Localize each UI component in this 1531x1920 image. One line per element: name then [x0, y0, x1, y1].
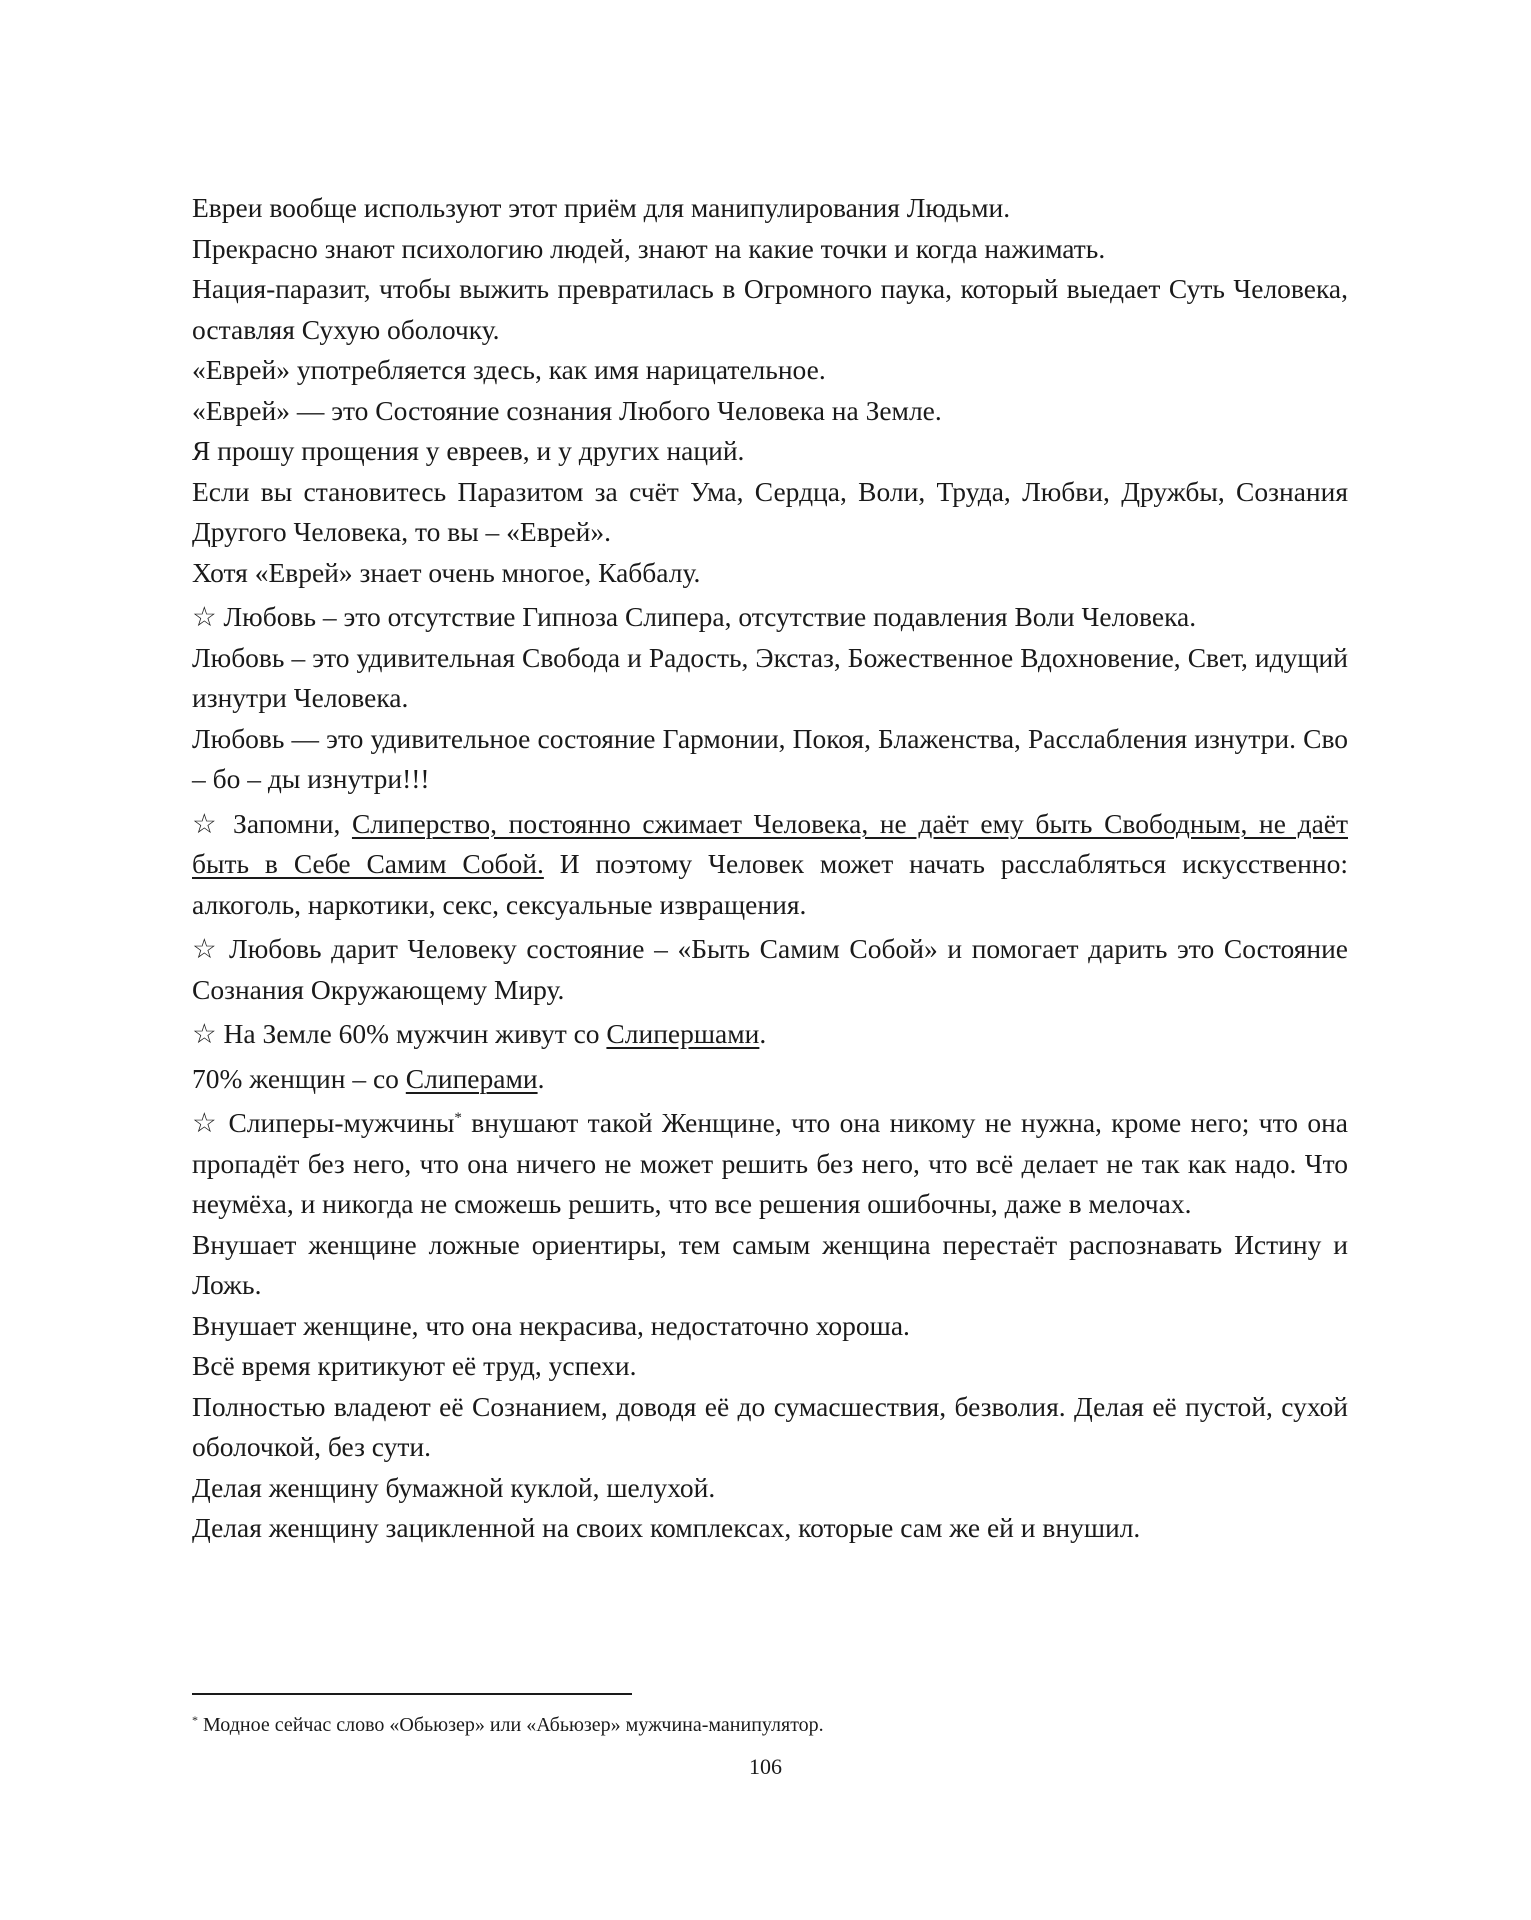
footnote-reference: * [454, 1110, 462, 1126]
paragraph [192, 804, 1348, 926]
body-text [192, 188, 1348, 1549]
paragraph [192, 431, 1348, 472]
text-run: «Еврей» употребляется здесь, как имя нарицательное. [192, 354, 826, 385]
paragraph [192, 472, 1348, 553]
text-run: Полностью владеют её Сознанием, доводя её до сумасшествия, безволия. Делая её пустой, сухой оболочкой, без сути. [192, 1390, 1348, 1462]
paragraph [192, 719, 1348, 800]
footnote-text: Модное сейчас слово «Обьюзер» или «Абьюзер» мужчина-манипулятор. [198, 1714, 824, 1736]
text-run: внушают такой Женщине, что она никому не нужна, кроме него; что она пропадёт без него, что она ничего не может решить без него, что всё делает не так как надо. Что неумёха, и никогда не сможешь решить, что все решения ошибочны, даже в мелочах. [192, 1107, 1348, 1219]
text-run: Если вы становитесь Паразитом за счёт Ума, Сердца, Воли, Труда, Любви, Дружбы, Сознания Другого Человека, то вы – «Еврей». [192, 475, 1348, 547]
paragraph [192, 350, 1348, 391]
underlined-text: Слиперство, постоянно сжимает Человека, не даёт ему быть Свободным, не даёт быть в Себе Самим Собой. [192, 807, 1348, 879]
paragraph [192, 391, 1348, 432]
text-run: И поэтому Человек может начать расслабляться искусственно: алкоголь, наркотики, секс, сексуальные извращения. [192, 848, 1348, 920]
text-run: Прекрасно знают психологию людей, знают на какие точки и когда нажимать. [192, 232, 1106, 264]
paragraph [192, 188, 1348, 229]
text-run: Любовь — это удивительное состояние Гармонии, Покоя, Блаженства, Расслабления изнутри. Сво – бо – ды изнутри!!! [192, 722, 1348, 794]
text-run: Любовь – это удивительная Свобода и Радость, Экстаз, Божественное Вдохновение, Свет, идущий изнутри Человека. [192, 641, 1348, 713]
text-run: ☆ Слиперы-мужчины [192, 1107, 455, 1138]
paragraph [192, 1225, 1348, 1306]
text-run: Нация-паразит, чтобы выжить превратилась в Огромного паука, который выедает Суть Человека, оставляя Сухую оболочку. [192, 273, 1348, 345]
text-run: ☆ Запомни, [192, 807, 352, 839]
page-number: 106 [749, 1754, 782, 1779]
text-run: Хотя «Еврей» знает очень многое, Каббалу. [192, 556, 701, 588]
text-run: 70% женщин – со [192, 1062, 406, 1094]
text-run: Делая женщину бумажной куклой, шелухой. [192, 1471, 716, 1503]
paragraph [192, 553, 1348, 594]
text-run: . [537, 1062, 545, 1094]
text-run: Внушает женщине ложные ориентиры, тем самым женщина перестаёт распознавать Истину и Ложь. [192, 1228, 1348, 1300]
paragraph [192, 1387, 1348, 1468]
paragraph [192, 1306, 1348, 1347]
paragraph [192, 229, 1348, 270]
text-run: ☆ Любовь дарит Человеку состояние – «Быть Самим Собой» и помогает дарить это Состояние Сознания Окружающему Миру. [192, 933, 1348, 1005]
underlined-text: Слиперами [405, 1062, 538, 1094]
paragraph [192, 597, 1348, 638]
text-run: ☆ Любовь – это отсутствие Гипноза Слипера, отсутствие подавления Воли Человека. [192, 601, 1197, 632]
footnote-mark: * [192, 1713, 198, 1727]
paragraph [192, 1346, 1348, 1387]
text-run: Внушает женщине, что она некрасива, недостаточно хороша. [192, 1309, 910, 1341]
paragraph [192, 929, 1348, 1010]
paragraph [192, 1103, 1348, 1225]
paragraph [192, 638, 1348, 719]
text-run: «Еврей» — это Состояние сознания Любого Человека на Земле. [192, 394, 942, 426]
paragraph [192, 1468, 1348, 1509]
text-run: . [759, 1018, 767, 1049]
paragraph [192, 1508, 1348, 1549]
text-run: Делая женщину зацикленной на своих комплексах, которые сам же ей и внушил. [192, 1512, 1141, 1543]
text-run: Всё время критикуют её труд, успехи. [192, 1350, 637, 1381]
underlined-text: Слипершами [606, 1018, 760, 1049]
text-run: Евреи вообще используют этот приём для манипулирования Людьми. [192, 192, 1011, 223]
text-run: Я прошу прощения у евреев, и у других наций. [192, 435, 745, 466]
footnote-divider [192, 1693, 632, 1695]
paragraph [192, 1014, 1348, 1055]
footnote [192, 1712, 1348, 1738]
paragraph [192, 269, 1348, 350]
paragraph [192, 1059, 1348, 1100]
text-run: ☆ На Земле 60% мужчин живут со [192, 1018, 607, 1049]
